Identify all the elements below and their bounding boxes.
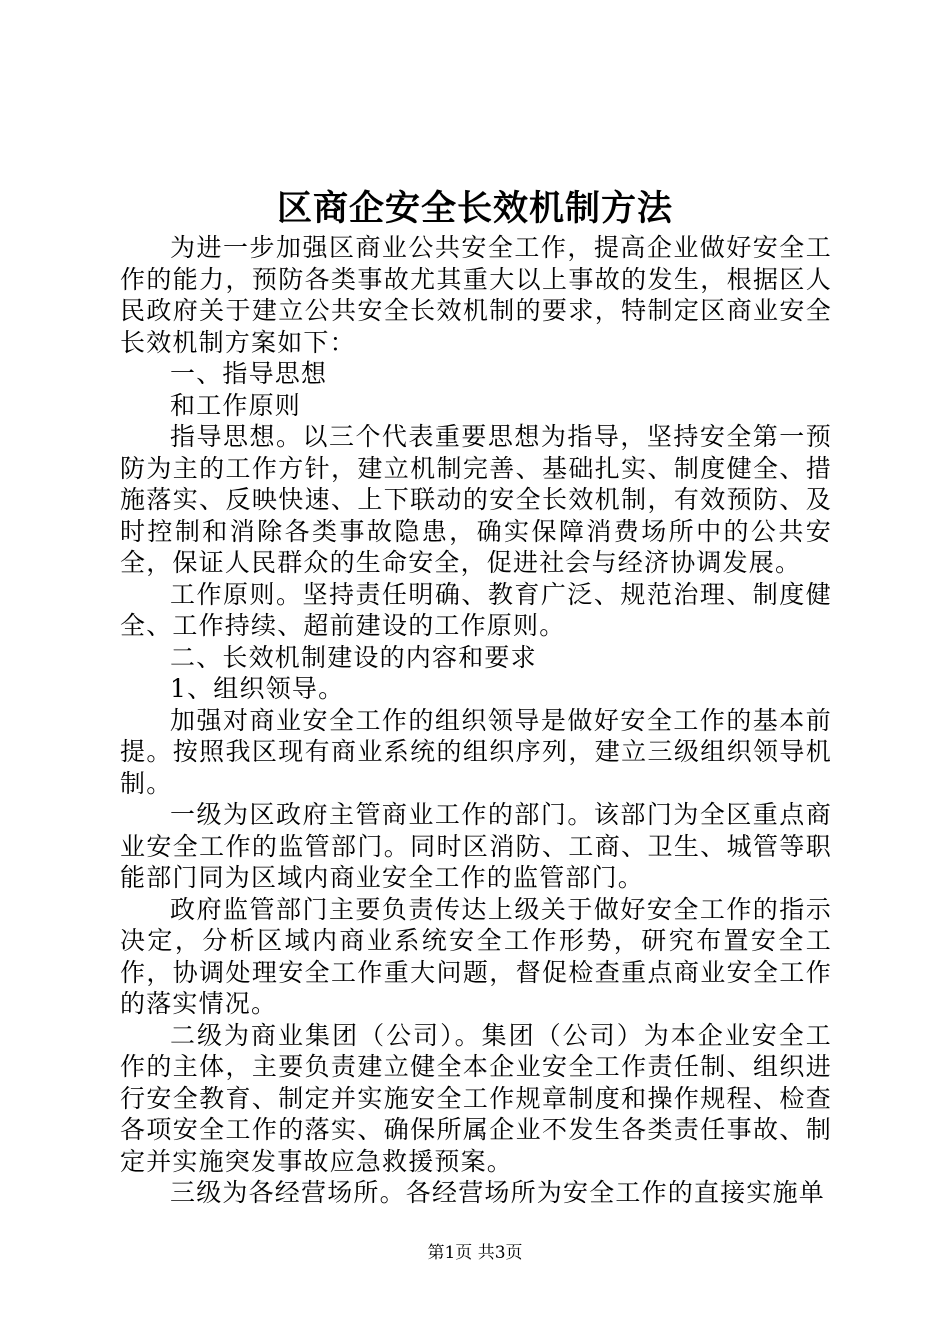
paragraph: 指导思想。以三个代表重要思想为指导，坚持安全第一预防为主的工作方针，建立机制完善、基础扎实、制度健全、措施落实、反映快速、上下联动的安全长效机制，有效预防、及时控制和消除各类事故隐患，确实保障消费场所中的公共安全，保证人民群众的生命安全，促进社会与经济协调发展。: [120, 422, 832, 577]
document-body: [120, 232, 832, 1209]
paragraph: 为进一步加强区商业公共安全工作，提高企业做好安全工作的能力，预防各类事故尤其重大以上事故的发生，根据区人民政府关于建立公共安全长效机制的要求，特制定区商业安全长效机制方案如下：: [120, 233, 832, 357]
section-heading: 和工作原则: [170, 390, 302, 420]
paragraph: 三级为各经营场所。各经营场所为安全工作的直接实施单: [170, 1178, 826, 1207]
paragraph: 二级为商业集团（公司）。集团（公司）为本企业安全工作的主体，主要负责建立健全本企业安全工作责任制、组织进行安全教育、制定并实施安全工作规章制度和操作规程、检查各项安全工作的落实、确保所属企业不发生各类责任事故、制定并实施突发事故应急救援预案。: [120, 1020, 832, 1176]
page-footer: 第1页 共3页: [427, 1243, 523, 1263]
document-title: 区商企安全长效机制方法: [276, 188, 673, 229]
paragraph: 政府监管部门主要负责传达上级关于做好安全工作的指示决定，分析区域内商业系统安全工作形势，研究布置安全工作，协调处理安全工作重大问题，督促检查重点商业安全工作的落实情况。: [120, 894, 832, 1018]
paragraph: 工作原则。坚持责任明确、教育广泛、规范治理、制度健全、工作持续、超前建设的工作原则。: [120, 579, 832, 640]
section-heading: 二、长效机制建设的内容和要求: [170, 642, 537, 672]
subsection-heading: 1、组织领导。: [170, 674, 345, 703]
paragraph: 加强对商业安全工作的组织领导是做好安全工作的基本前提。按照我区现有商业系统的组织序列，建立三级组织领导机制。: [120, 705, 832, 798]
section-heading: 一、指导思想: [170, 359, 328, 388]
paragraph: 一级为区政府主管商业工作的部门。该部门为全区重点商业安全工作的监管部门。同时区消防、工商、卫生、城管等职能部门同为区域内商业安全工作的监管部门。: [120, 800, 832, 892]
